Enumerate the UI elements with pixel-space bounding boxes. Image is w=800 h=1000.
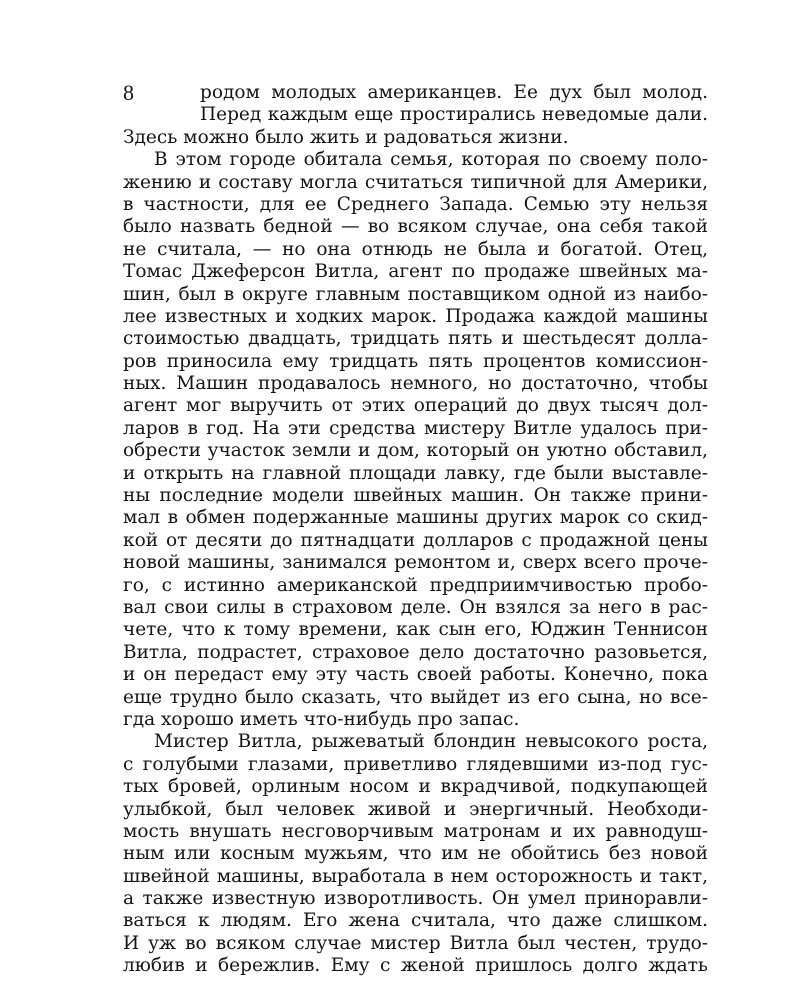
text-line: В этом городе обитала семья, которая по своему поло- — [154, 149, 708, 171]
text-line: в частности, для ее Среднего Запада. Семью эту нельзя — [123, 193, 708, 215]
text-line: жению и составу могла считаться типичной для Америки, — [123, 171, 708, 193]
text-line: вал свои силы в страховом деле. Он взялся за него в рас- — [123, 596, 708, 618]
text-line: родом молодых американцев. Ее дух был молод. — [200, 82, 708, 103]
text-line: го, с истинно американской предприимчивостью пробо- — [123, 574, 708, 596]
book-page — [123, 82, 708, 978]
text-line: ных. Машин продавалось немного, но достаточно, чтобы — [123, 373, 708, 395]
text-line: гда хорошо иметь что-нибудь про запас. — [123, 708, 520, 730]
text-body — [123, 82, 708, 978]
text-line: не считала, — но она отнюдь не была и богатой. Отец, — [123, 238, 708, 260]
text-line: Витла, подрастет, страховое дело достаточно разовьется, — [123, 641, 708, 663]
text-line: ров приносила ему тридцать пять процентов комиссион- — [123, 350, 708, 372]
text-line: и он передаст ему эту часть своей работы. Конечно, пока — [123, 664, 708, 686]
text-line: тых бровей, орлиным носом и вкрадчивой, подкупающей — [123, 776, 708, 798]
text-line: а также известную изворотливость. Он умел приноравли- — [123, 888, 708, 910]
text-line: мал в обмен подержанные машины других марок со скид- — [123, 507, 708, 529]
page-number: 8 — [123, 80, 134, 105]
text-line: с голубыми глазами, приветливо глядевшими из-под гус- — [123, 753, 708, 775]
text-line: ны последние модели швейных машин. Он также прини- — [123, 485, 708, 507]
text-line: Мистер Витла, рыжеватый блондин невысокого роста, — [154, 731, 708, 753]
text-line: швейной машины, выработала в нем осторожность и такт, — [123, 865, 708, 887]
text-line: стоимостью двадцать, тридцать пять и шестьдесят долла- — [123, 328, 708, 350]
text-line: агент мог выручить от этих операций до двух тысяч дол- — [123, 395, 708, 417]
text-line: чете, что к тому времени, как сын его, Юджин Теннисон — [123, 619, 708, 641]
text-line: Перед каждым еще простирались неведомые дали. — [200, 104, 708, 126]
text-line: улыбкой, был человек живой и энергичный. Необходи- — [123, 798, 708, 820]
text-line: ваться к людям. Его жена считала, что даже слишком. — [123, 910, 708, 932]
text-line: новой машины, занимался ремонтом и, сверх всего проче- — [123, 552, 708, 574]
text-line: обрести участок земли и дом, который он уютно обставил, — [123, 440, 708, 462]
text-line: ным или косным мужьям, что им не обойтись без новой — [123, 843, 708, 865]
text-line: любив и бережлив. Ему с женой пришлось долго ждать — [123, 955, 708, 977]
text-line: лее известных и ходких марок. Продажа каждой машины — [123, 305, 708, 327]
text-line: было назвать бедной — во всяком случае, она себя такой — [123, 216, 708, 238]
text-line: и открыть на главной площади лавку, где были выставле- — [123, 462, 708, 484]
text-line: шин, был в округе главным поставщиком одной из наибо- — [123, 283, 708, 305]
text-line: кой от десяти до пятнадцати долларов с продажной цены — [123, 529, 708, 551]
text-line: еще трудно было сказать, что выйдет из его сына, но все- — [123, 686, 708, 708]
text-line: ларов в год. На эти средства мистеру Витле удалось при- — [123, 417, 708, 439]
text-line: Томас Джеферсон Витла, агент по продаже швейных ма- — [123, 261, 708, 283]
text-line: Здесь можно было жить и радоваться жизни. — [123, 126, 569, 148]
text-line: мость внушать несговорчивым матронам и их равнодуш- — [123, 820, 708, 842]
text-line: И уж во всяком случае мистер Витла был честен, трудо- — [123, 932, 708, 954]
